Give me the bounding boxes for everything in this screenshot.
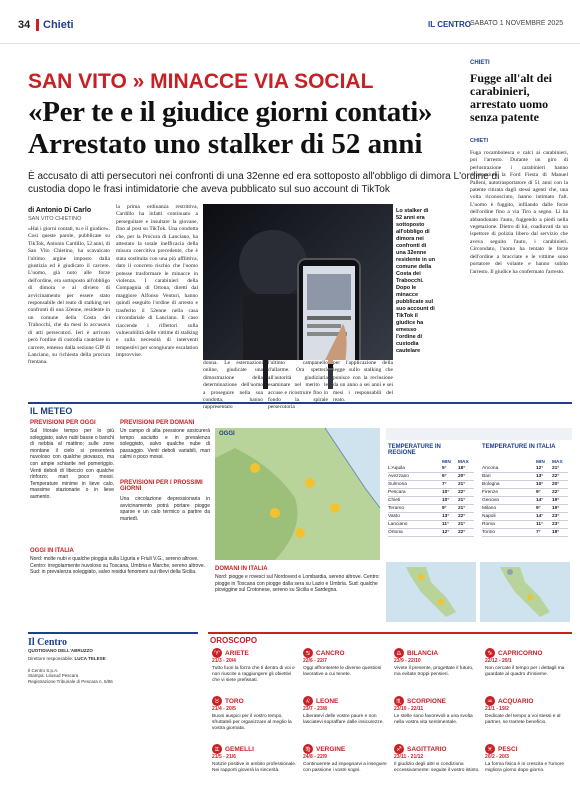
region-min: 12° — [442, 530, 450, 535]
sign-dates: 21/1 - 19/2 — [485, 706, 509, 712]
region-max: 20° — [458, 474, 466, 479]
region-city: Teramo — [388, 506, 404, 511]
italy-temps-table — [482, 460, 568, 537]
italy-map-icon — [480, 562, 570, 622]
sign-text: Non cercate il tempo per i dettagli ma guardate al quadro d'insieme. — [485, 666, 565, 677]
imprint-registration: Registrazione Tribunale di Pescara n. 5/86 — [28, 679, 113, 685]
temperature-tables — [386, 428, 572, 560]
temps-italy-heading: TEMPERATURE IN ITALIA — [482, 444, 556, 450]
imprint-print: Stampa: Litosud Pescara — [28, 673, 79, 679]
italy-min: 11° — [536, 522, 543, 527]
paper-name: IL CENTRO — [428, 20, 471, 29]
italy-max: 22° — [552, 474, 560, 479]
sign-name: SCORPIONE — [407, 697, 447, 705]
region-min: 13° — [442, 514, 450, 519]
page-number: 34 — [18, 19, 31, 31]
sign-text: Il giudizio degli altri vi condiziona eccessivamente: seguite il vostro istinto. — [394, 762, 480, 773]
region-city: Ortona — [388, 530, 403, 535]
sign-dates: 22/12 - 20/1 — [485, 658, 512, 664]
zodiac-icon: ♋ — [303, 648, 313, 658]
sign-text: La forma fisica è in crescita e l'umore migliora giorno dopo giorno. — [485, 762, 565, 773]
sign-name: PESCI — [498, 745, 518, 753]
region-row — [388, 497, 474, 505]
article-column-4: l'ultimo campanello d'allarme. Ora spetterà all'autorità giudiziaria esaminare nel merito le accuse e ricostruire fino in fondo la spirale persecutoria — [268, 360, 328, 411]
zodiac-icon: ♎ — [394, 648, 404, 658]
sign-name: CANCRO — [316, 649, 345, 657]
section-name: Chieti — [36, 19, 74, 31]
region-max: 21° — [458, 498, 466, 503]
italy-min: 12° — [536, 466, 544, 471]
article-column-2: la prima ordinanza restrittiva, Cardillo ha infatti continuato a perseguitare e insultare la giovane, fino al post su TikTok. Una condotta che, per la Procura di Lanciano, ha attestato la totale inefficacia della misura coercitiva precedente, che è stata sostituita con una più afflittiva, dato il concreto rischio che l'uomo potesse trasformare le minacce in violenza. I carabinieri della Compagnia di Ortona, diretti dal maggiore Alfonso Venturi, hanno quindi eseguito l'ordine di arresto e trasferito il 52enne nella casa circondariale di Lanciano. Il caso riaccende i riflettori sulla vulnerabilità delle vittime di stalking e sulla necessità di interventi tempestivi per scongiurare escalation improvvise. — [116, 204, 198, 359]
sign-name: CAPRICORNO — [498, 649, 543, 657]
horoscope-sign — [303, 648, 389, 678]
region-row — [388, 521, 474, 529]
horoscope-sign — [212, 648, 298, 684]
italy-max: 20° — [552, 482, 560, 487]
weather-legend — [386, 428, 572, 440]
italy-min: 10° — [536, 482, 544, 487]
region-row — [388, 513, 474, 521]
italy-max: 22° — [552, 490, 560, 495]
italy-city: Torino — [482, 530, 496, 535]
sign-name: BILANCIA — [407, 649, 439, 657]
italy-city: Ancona — [482, 466, 499, 471]
kicker-topic: MINACCE VIA SOCIAL — [150, 70, 374, 93]
sidebar-section: CHIETI — [470, 60, 490, 66]
sidebar-subsection: CHIETI — [470, 138, 489, 144]
region-city: Vasto — [388, 514, 400, 519]
region-max: 21° — [458, 506, 466, 511]
italy-row — [482, 513, 568, 521]
meteo-title: IL METEO — [30, 406, 73, 416]
region-city: Sulmona — [388, 482, 407, 487]
sign-text: Le stelle sono favorevoli a una svolta nella vostra vita sentimentale. — [394, 714, 473, 725]
horoscope-sign — [303, 744, 389, 774]
article-photo — [203, 204, 393, 358]
article-column-1: «Hai i giorni contati, tu e il giudice». Così queste parole, pubblicate su TikTok, Antonio Cardillo, 52 anni, di San Vito Chietino, ha scavalcato l'ultimo argine imposto dalla giustizia ed è giudicato il carcere. L'uomo, già noto alle forze dell'ordine, era sottoposto all'obbligo di dimora e al divieto di avvicinamento per essere stato responsabile del reato di stalking nei confronti di una 32enne, residente in un comune della Costa dei Trabocchi, che da mesi lo accusava di atti persecutori. Ieri è arrivato però l'ordine di custodia cautelare in carcere, emesso dalla sezione GIP di Lanciano, su richiesta della procura frentana. — [28, 226, 110, 366]
region-row — [388, 489, 474, 497]
sign-name: ACQUARIO — [498, 697, 534, 705]
region-city: Avezzano — [388, 474, 409, 479]
italy-map-today — [386, 562, 476, 622]
sign-dates: 23/9 - 22/10 — [394, 658, 421, 664]
region-row — [388, 481, 474, 489]
sign-name: GEMELLI — [225, 745, 254, 753]
sign-text: Continuerete ad impegnarvi a inseguire con passione i vostri sogni. — [303, 762, 387, 773]
map-label: OGGI — [219, 431, 235, 437]
forecast-text: Sul litorale tempo per lo più soleggiato, salvo nubi basse o banchi di nebbia al mattino; sulle zone montane il cielo si presenterà nuvoloso con qualche piovasco, ma con ampie schiarite nel pomeriggio. Venti deboli di libeccio con qualche rinforzo; mari poco mossi. Temperature minime in lieve calo, massime stazionarie o in lieve aumento. — [30, 428, 114, 500]
director-name: LUCA TELESE — [74, 655, 106, 661]
region-row — [388, 465, 474, 473]
horoscope-sign — [485, 744, 571, 774]
horoscope-sign — [303, 696, 389, 726]
sign-text: Vivete il presente, progettate il futuro, ma evitate troppi pensieri. — [394, 666, 474, 677]
sign-text: Tutto fuori la forza che ti dentro di voi e non riuscite a raggiungere gli obiettivi che vi siete prefissati. — [212, 666, 295, 683]
italy-row — [482, 473, 568, 481]
director-label: Direttore responsabile: — [28, 655, 74, 661]
italy-max: 19° — [552, 506, 560, 511]
sign-dates: 24/8 - 22/9 — [303, 754, 327, 760]
italy-row — [482, 489, 568, 497]
zodiac-icon: ♒ — [485, 696, 495, 706]
next-text: Una circolazione depressionaria in avvicinamento potrà portare piogge sparse e un calo termico a partire da martedì. — [120, 496, 210, 522]
region-city: L'Aquila — [388, 466, 405, 471]
zodiac-icon: ♐ — [394, 744, 404, 754]
sign-dates: 21/4 - 20/5 — [212, 706, 236, 712]
sign-name: LEONE — [316, 697, 339, 705]
italy-min: 7° — [536, 530, 541, 535]
italy-city: Roma — [482, 522, 495, 527]
italy-tomorrow-heading: DOMANI IN ITALIA — [215, 566, 268, 572]
zodiac-icon: ♍ — [303, 744, 313, 754]
region-min: 10° — [442, 490, 450, 495]
region-min: 6° — [442, 474, 447, 479]
byline: di Antonio Di Carlo — [28, 207, 92, 214]
article-column-5: per l'applicazione della legge sullo stalking che punisce con la reclusione da un anno a sei anni e sei mesi i responsabili del reato. — [333, 360, 393, 404]
italy-row — [482, 521, 568, 529]
abruzzo-map — [215, 428, 380, 560]
region-col-1: MAX — [458, 460, 469, 465]
sign-name: SAGITTARIO — [407, 745, 447, 753]
sign-name: TORO — [225, 697, 244, 705]
sign-dates: 21/3 - 20/4 — [212, 658, 236, 664]
imprint — [28, 632, 198, 792]
zodiac-icon: ♓ — [485, 744, 495, 754]
sign-dates: 21/5 - 21/6 — [212, 754, 236, 760]
italy-min: 9° — [536, 490, 541, 495]
region-max: 21° — [458, 482, 466, 487]
tomorrow-text: Un campo di alta pressione assicurerà tempo asciutto e in prevalenza soleggiato, salvo qualche nube di passaggio. Venti deboli variabili, mari calmi o poco mossi. — [120, 428, 210, 461]
sidebar-title: Fugge all'alt dei carabinieri, arrestato uomo senza patente — [470, 71, 552, 124]
italy-min: 14° — [536, 498, 544, 503]
region-col-0: MIN — [442, 460, 451, 465]
horoscope-title: OROSCOPO — [210, 636, 258, 645]
region-min: 7° — [442, 482, 447, 487]
zodiac-icon: ♌ — [303, 696, 313, 706]
sign-text: Buoni auspici per il vostro tempo, sfruttateli per organizzare al meglio la vostra giornata. — [212, 714, 292, 731]
forecast-heading: PREVISIONI PER OGGI — [30, 420, 96, 426]
region-max: 22° — [458, 530, 466, 535]
italy-max: 21° — [552, 466, 560, 471]
italy-col-1: MAX — [552, 460, 563, 465]
article-column-3: donna. Le esternazioni online, giudicate una dimostrazione della determinazione dell'uomo a proseguire nella sua condotta, hanno rappresentato — [203, 360, 263, 411]
zodiac-icon: ♊ — [212, 744, 222, 754]
imprint-paper: Il Centro — [28, 632, 198, 648]
sign-text: Oggi affronterete le diverse questioni lavorative a cui tenete. — [303, 666, 382, 677]
temps-region-heading: TEMPERATURE IN REGIONE — [388, 444, 441, 456]
sign-text: Liberatevi delle vostre paure e non lasciatevi sopraffare dalle insicurezze. — [303, 714, 384, 725]
region-max: 18° — [458, 466, 466, 471]
sign-dates: 20/2 - 20/3 — [485, 754, 509, 760]
headline-quote: «Per te e il giudice giorni contati» — [28, 96, 433, 128]
kicker-sep: » — [132, 70, 145, 93]
zodiac-icon: ♑ — [485, 648, 495, 658]
byline-place: SAN VITO CHIETINO — [28, 216, 82, 222]
italy-max: 23° — [552, 514, 560, 519]
italy-min: 13° — [536, 474, 544, 479]
italy-city: Firenze — [482, 490, 498, 495]
horoscope-sign — [485, 696, 571, 726]
italy-city: Genova — [482, 498, 499, 503]
region-row — [388, 505, 474, 513]
region-row — [388, 473, 474, 481]
region-city: Lanciano — [388, 522, 408, 527]
italy-col-0: MIN — [536, 460, 545, 465]
italy-row — [482, 505, 568, 513]
sign-dates: 22/6 - 22/7 — [303, 658, 327, 664]
region-max: 22° — [458, 514, 466, 519]
region-min: 10° — [442, 498, 450, 503]
sign-text: Dedicate del tempo a voi stessi e al partner, ne trarrete beneficio. — [485, 714, 561, 725]
imprint-company: Il Centro S.p.A. — [28, 667, 59, 673]
region-max: 21° — [458, 522, 466, 527]
horoscope-sign — [212, 696, 298, 732]
italy-row — [482, 497, 568, 505]
horoscope-sign — [212, 744, 298, 774]
region-map-icon — [215, 428, 380, 560]
italy-map-icon — [386, 562, 476, 622]
zodiac-icon: ♏ — [394, 696, 404, 706]
italy-tomorrow-text: Nord: piogge e rovesci sul Nordovest e Lombardia, sereno altrove. Centro: piogge in Toscana con piogge dalla sera su Lazio e Umbria. Sud: qualche pioviggine sul Crotonese, sereno su Sicilia e Sardegna. — [215, 574, 380, 594]
horoscope-sign — [394, 648, 480, 678]
italy-min: 9° — [536, 506, 541, 511]
italy-max: 18° — [552, 530, 560, 535]
italy-max: 19° — [552, 498, 560, 503]
issue-date: SABATO 1 NOVEMBRE 2025 — [470, 20, 564, 27]
region-min: 5° — [442, 466, 447, 471]
zodiac-icon: ♉ — [212, 696, 222, 706]
region-max: 22° — [458, 490, 466, 495]
horoscope-sign — [485, 648, 571, 678]
sign-dates: 23/7 - 23/8 — [303, 706, 327, 712]
region-min: 11° — [442, 522, 449, 527]
italy-map-tomorrow — [480, 562, 570, 622]
italy-max: 23° — [552, 522, 560, 527]
italy-today-text: Nord: molte nubi e qualche pioggia sulla Liguria e Friuli V.G., sereno altrove. Centro: irregolarmente nuvoloso su Toscana, Umbria e Marche, sereno altrove. Sud: in prevalenza soleggiato, salvo residui fenomeni sui rilievi della Sicilia. — [30, 556, 205, 576]
region-city: Pescara — [388, 490, 406, 495]
italy-row — [482, 529, 568, 537]
italy-city: Bari — [482, 474, 491, 479]
sign-text: Notizie positive in ambito professionale. Nei rapporti gioverà la sincerità. — [212, 762, 297, 773]
region-temps-table — [388, 460, 474, 537]
sign-dates: 23/10 - 22/11 — [394, 706, 424, 712]
imprint-subtitle: QUOTIDIANO DELL'ABRUZZO — [28, 648, 93, 653]
region-row — [388, 529, 474, 537]
italy-row — [482, 481, 568, 489]
region-min: 9° — [442, 506, 447, 511]
next-heading: PREVISIONI PER I PROSSIMI GIORNI — [120, 480, 203, 492]
sign-dates: 23/11 - 21/12 — [394, 754, 424, 760]
photo-caption: Lo stalker di 52 anni era sottoposto all'obbligo di dimora nei confronti di una 32enne residente in un comune della Costa dei Trabocchi. Dopo le minacce pubblicate sul suo account di TikTok il giudice ha emesso l'ordine di custodia cautelare — [396, 208, 436, 354]
horoscope-sign — [394, 744, 480, 774]
italy-today-heading: OGGI IN ITALIA — [30, 548, 74, 554]
article-summary: È accusato di atti persecutori nei confronti di una 32enne ed era sottoposto all'obbligo di dimora L'ordine di custodia dopo le frasi intimidatorie che aveva pubblicato sul suo account di TikTok — [28, 171, 500, 195]
horoscope-sign — [394, 696, 480, 726]
kicker-place: SAN VITO — [28, 70, 127, 93]
zodiac-icon: ♈ — [212, 648, 222, 658]
sign-name: VERGINE — [316, 745, 346, 753]
kicker — [28, 70, 373, 94]
tomorrow-heading: PREVISIONI PER DOMANI — [120, 420, 195, 426]
italy-city: Milano — [482, 506, 497, 511]
headline-main: Arrestato uno stalker di 52 anni — [28, 128, 423, 160]
italy-city: Napoli — [482, 514, 496, 519]
italy-row — [482, 465, 568, 473]
sign-name: ARIETE — [225, 649, 249, 657]
region-city: Chieti — [388, 498, 401, 503]
italy-city: Bologna — [482, 482, 500, 487]
sidebar-body: Fuga rocambolesca e calci ai carabinieri, poi l'arresto. Durante un giro di perlustrazione i carabinieri hanno riconosciuto la Ford Fiesta di Manuel Palleni, autotrasportatore di 51 anni con la patente ritirata dagli stessi agenti che, una volta riconosciuto, hanno intimato l'alt. L'uomo è fuggito, infilando dalle forze dell'ordine fino a via Tiro a segno. Lì ha abbandonato l'auto, fuggendo a piedi nella vegetazione. Dietro di lui, coadiuvati da un ispettore di polizia libero dal servizio che aveva seguito l'auto, i carabinieri. Circondato, l'uomo ha tentato le forze dell'ordine a bracciate e le vittime sono portatore del volante e hanno subito l'arresto. Il giudice ha confermato l'arresto. — [470, 150, 568, 275]
italy-min: 14° — [536, 514, 544, 519]
